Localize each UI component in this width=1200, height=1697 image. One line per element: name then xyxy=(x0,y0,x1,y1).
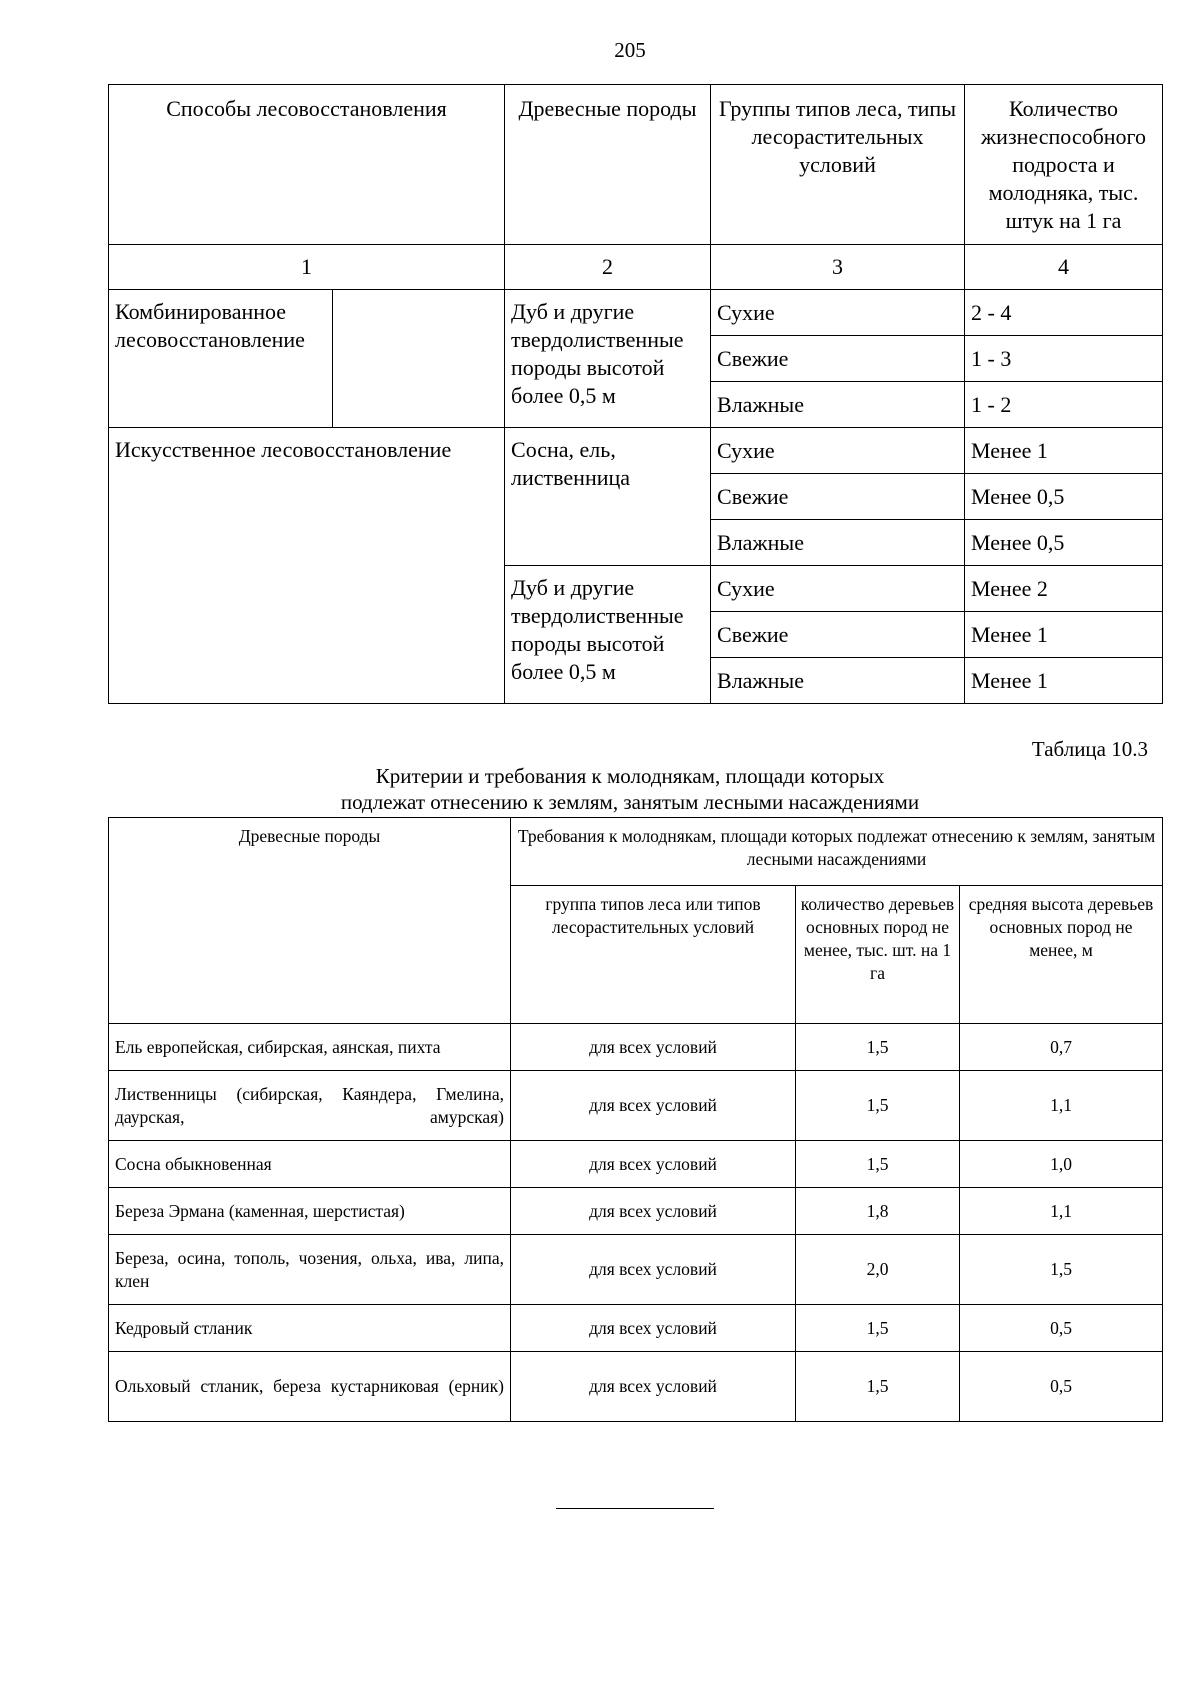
amount-cell: Менее 1 xyxy=(965,428,1163,474)
condition-cell: Сухие xyxy=(711,428,965,474)
table-label: Таблица 10.3 xyxy=(1031,737,1148,761)
species-cell: Ель европейская, сибирская, аянская, пихта xyxy=(109,1024,511,1071)
column-number: 3 xyxy=(711,245,965,290)
amount-cell: Менее 1 xyxy=(965,612,1163,658)
column-numbers-row xyxy=(109,245,1163,290)
group-cell: для всех условий xyxy=(511,1141,796,1188)
table-header-row xyxy=(109,818,1163,886)
count-cell: 1,8 xyxy=(796,1188,960,1235)
header-amount: Количество жизнеспособного подроста и молодняка, тыс. штук на 1 га xyxy=(965,85,1163,245)
count-cell: 1,5 xyxy=(796,1024,960,1071)
height-cell: 0,5 xyxy=(960,1305,1163,1352)
method-cell: Комбинированное лесовосстановление xyxy=(109,290,333,428)
height-cell: 1,1 xyxy=(960,1071,1163,1141)
table-row xyxy=(109,1071,1163,1141)
table-row xyxy=(109,1235,1163,1305)
height-cell: 1,1 xyxy=(960,1188,1163,1235)
method-cell: Искусственное лесовосстановление xyxy=(109,428,505,704)
group-cell: для всех условий xyxy=(511,1235,796,1305)
group-cell: для всех условий xyxy=(511,1024,796,1071)
species-cell: Береза Эрмана (каменная, шерстистая) xyxy=(109,1188,511,1235)
table-row xyxy=(109,1305,1163,1352)
young-stands-criteria-table xyxy=(108,817,1163,1422)
group-cell: для всех условий xyxy=(511,1352,796,1422)
amount-cell: Менее 2 xyxy=(965,566,1163,612)
species-cell: Дуб и другие твердолиственные породы высотой более 0,5 м xyxy=(505,290,711,428)
count-cell: 1,5 xyxy=(796,1071,960,1141)
header-requirements: Требования к молоднякам, площади которых подлежат отнесению к землям, занятым лесными насаждениями xyxy=(511,818,1163,886)
count-cell: 1,5 xyxy=(796,1305,960,1352)
group-cell: для всех условий xyxy=(511,1305,796,1352)
table-header-row xyxy=(109,85,1163,245)
condition-cell: Сухие xyxy=(711,566,965,612)
column-number: 4 xyxy=(965,245,1163,290)
amount-cell: 1 - 2 xyxy=(965,382,1163,428)
amount-cell: Менее 0,5 xyxy=(965,474,1163,520)
header-species: Древесные породы xyxy=(109,818,511,1024)
end-separator-line xyxy=(556,1508,714,1509)
species-cell: Дуб и другие твердолиственные породы высотой более 0,5 м xyxy=(505,566,711,704)
header-methods: Способы лесовосстановления xyxy=(109,85,505,245)
amount-cell: 1 - 3 xyxy=(965,336,1163,382)
amount-cell: Менее 1 xyxy=(965,658,1163,704)
table-row xyxy=(109,1024,1163,1071)
column-number: 2 xyxy=(505,245,711,290)
height-cell: 0,7 xyxy=(960,1024,1163,1071)
column-number: 1 xyxy=(109,245,505,290)
table-row xyxy=(109,290,1163,336)
reforestation-table xyxy=(108,84,1163,704)
table-row xyxy=(109,1352,1163,1422)
group-cell: для всех условий xyxy=(511,1071,796,1141)
height-cell: 1,5 xyxy=(960,1235,1163,1305)
subheader-tree-count: количество деревьев основных пород не менее, тыс. шт. на 1 га xyxy=(796,886,960,1024)
header-species: Древесные породы xyxy=(505,85,711,245)
species-cell: Береза, осина, тополь, чозения, ольха, ива, липа, клен xyxy=(109,1235,511,1305)
condition-cell: Свежие xyxy=(711,336,965,382)
species-cell: Сосна, ель, лиственница xyxy=(505,428,711,566)
species-cell: Сосна обыкновенная xyxy=(109,1141,511,1188)
table-row xyxy=(109,1188,1163,1235)
condition-cell: Свежие xyxy=(711,474,965,520)
height-cell: 1,0 xyxy=(960,1141,1163,1188)
table-title-line-1: Критерии и требования к молоднякам, площади которых xyxy=(375,764,885,788)
count-cell: 1,5 xyxy=(796,1141,960,1188)
species-cell: Ольховый стланик, береза кустарниковая (ерник) xyxy=(109,1352,511,1422)
count-cell: 1,5 xyxy=(796,1352,960,1422)
condition-cell: Свежие xyxy=(711,612,965,658)
group-cell: для всех условий xyxy=(511,1188,796,1235)
height-cell: 0,5 xyxy=(960,1352,1163,1422)
subheader-mean-height: средняя высота деревьев основных пород не менее, м xyxy=(960,886,1163,1024)
amount-cell: 2 - 4 xyxy=(965,290,1163,336)
species-cell: Кедровый стланик xyxy=(109,1305,511,1352)
condition-cell: Влажные xyxy=(711,382,965,428)
amount-cell: Менее 0,5 xyxy=(965,520,1163,566)
empty-cell xyxy=(333,290,505,428)
condition-cell: Сухие xyxy=(711,290,965,336)
table-row xyxy=(109,428,1163,474)
condition-cell: Влажные xyxy=(711,658,965,704)
condition-cell: Влажные xyxy=(711,520,965,566)
page-number: 205 xyxy=(614,38,646,62)
count-cell: 2,0 xyxy=(796,1235,960,1305)
subheader-forest-group: группа типов леса или типов лесорастительных условий xyxy=(511,886,796,1024)
table-row xyxy=(109,1141,1163,1188)
species-cell: Лиственницы (сибирская, Каяндера, Гмелина, даурская, амурская) xyxy=(109,1071,511,1141)
table-title-line-2: подлежат отнесению к землям, занятым лесными насаждениями xyxy=(340,790,920,814)
header-forest-types: Группы типов леса, типы лесорастительных условий xyxy=(711,85,965,245)
